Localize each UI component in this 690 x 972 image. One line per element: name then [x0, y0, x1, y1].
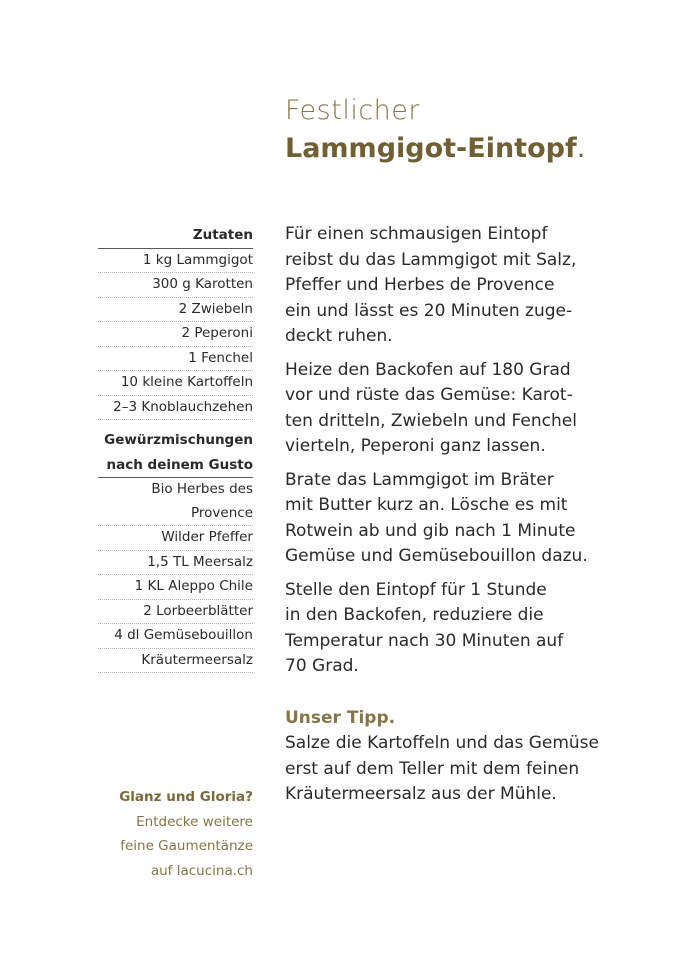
promo-block [98, 785, 253, 883]
ingredient-item: 2 Zwiebeln [98, 298, 253, 323]
ingredient-item: 2 Peperoni [98, 322, 253, 347]
tip-title: Unser Tipp. [285, 707, 396, 728]
title-dot: . [576, 133, 586, 164]
ingredients-heading: Zutaten [98, 223, 253, 249]
spices-heading-line-1: Gewürzmischungen [104, 432, 253, 448]
spice-item: 1,5 TL Meersalz [98, 551, 253, 576]
spice-item: 1 KL Aleppo Chile [98, 575, 253, 600]
title-line-1: Festlicher [285, 95, 420, 126]
spice-item: Bio Herbes des Provence [98, 478, 253, 526]
step-paragraph: Stelle den Eintopf für 1 Stunde in den Backofen, reduziere die Temperatur nach 30 Minuten auf 70 Grad. [285, 579, 564, 676]
section-spacer [98, 420, 253, 428]
ingredients-list [98, 249, 253, 421]
recipe-title [285, 92, 585, 168]
step-paragraph: Für einen schmausigen Eintopf reibst du das Lammgigot mit Salz, Pfeffer und Herbes de Provence ein und lässt es 20 Minuten zuge- deckt ruhen. [285, 224, 577, 346]
ingredient-item: 10 kleine Kartoffeln [98, 371, 253, 396]
promo-line-2: feine Gaumentänze [120, 838, 253, 854]
spices-heading-line-2: nach deinem Gusto [106, 456, 253, 473]
ingredient-item: 2–3 Knoblauchzehen [98, 396, 253, 421]
title-line-2 [285, 130, 585, 168]
step-paragraph: Heize den Backofen auf 180 Grad vor und rüste das Gemüse: Karot- ten dritteln, Zwiebeln und Fenchel vierteln, Peperoni ganz lassen. [285, 359, 577, 456]
ingredient-item: 300 g Karotten [98, 273, 253, 298]
step-paragraph: Brate das Lammgigot im Bräter mit Butter kurz an. Lösche es mit Rotwein ab und gib nach 1 Minute Gemüse und Gemüsebouillon dazu. [285, 469, 588, 566]
promo-title: Glanz und Gloria? [119, 789, 253, 805]
spice-item: 4 dl Gemüsebouillon [98, 624, 253, 649]
spice-item: 2 Lorbeerblätter [98, 600, 253, 625]
promo-line-3: auf lacucina.ch [150, 862, 253, 879]
spices-heading [98, 428, 253, 478]
spice-item: Kräutermeersalz [98, 649, 253, 674]
ingredients-column [98, 223, 253, 673]
spice-item: Wilder Pfeffer [98, 526, 253, 551]
promo-line-1: Entdecke weitere [136, 813, 253, 830]
title-line-2-text: Lammgigot-Eintopf [285, 133, 577, 164]
ingredient-item: 1 kg Lammgigot [98, 249, 253, 274]
tip-text: Salze die Kartoffeln und das Gemüse erst auf dem Teller mit dem feinen Kräutermeersalz aus der Mühle. [285, 733, 599, 804]
ingredient-item: 1 Fenchel [98, 347, 253, 372]
spices-list [98, 478, 253, 673]
instructions-column [285, 222, 615, 816]
